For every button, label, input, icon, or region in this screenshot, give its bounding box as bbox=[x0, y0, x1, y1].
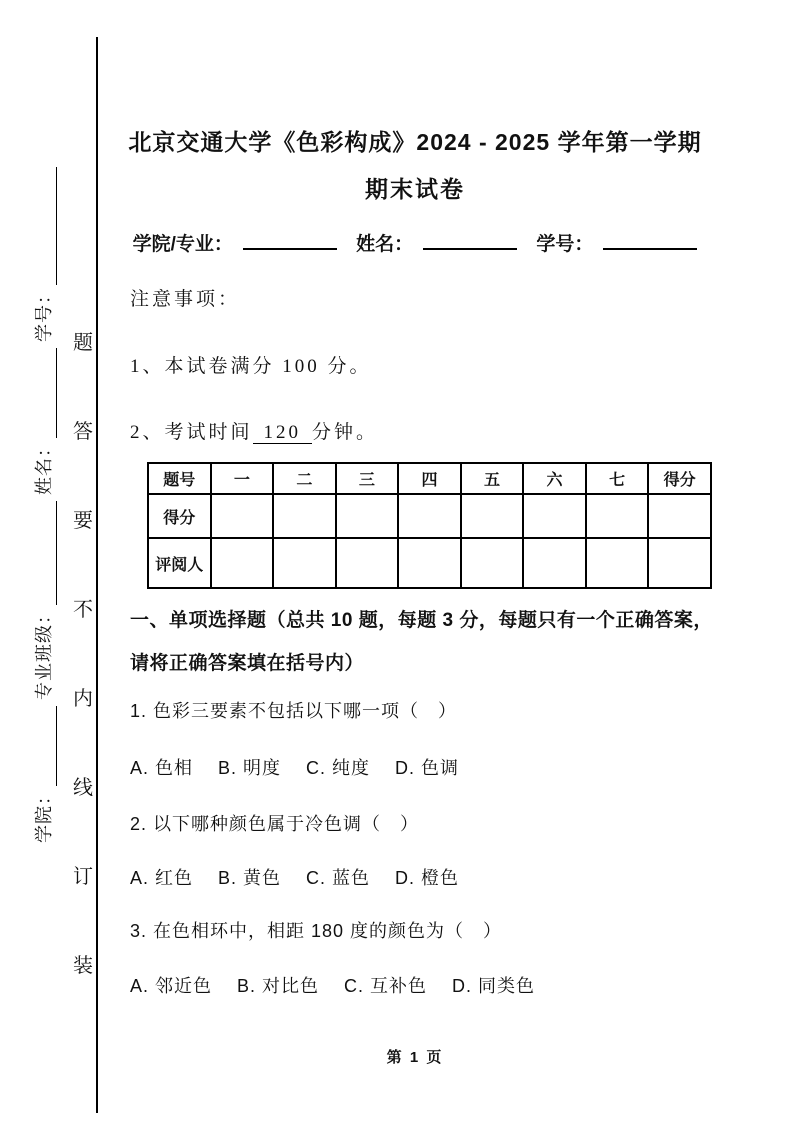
margin-field-studentid-blank bbox=[37, 167, 57, 285]
binding-char: 装 bbox=[73, 955, 93, 977]
score-table-header-row bbox=[148, 463, 711, 494]
notice-item-2-suffix: 分钟。 bbox=[312, 422, 379, 443]
notice-item-2 bbox=[130, 417, 378, 444]
score-table-header-cell: 三 bbox=[336, 463, 399, 494]
info-studentid-label: 学号： bbox=[536, 234, 594, 255]
score-table-score-row bbox=[148, 494, 711, 538]
binding-char: 不 bbox=[73, 599, 93, 621]
score-table-header-cell: 题号 bbox=[148, 463, 211, 494]
grader-cell-empty bbox=[211, 538, 274, 588]
question-1-options: A. 色相 B. 明度 C. 纯度 D. 色调 bbox=[130, 758, 460, 778]
score-table-header-cell: 二 bbox=[273, 463, 336, 494]
margin-field-name-blank bbox=[37, 348, 57, 438]
grader-cell-empty bbox=[398, 538, 461, 588]
grader-cell-empty bbox=[461, 538, 524, 588]
question-3-options: A. 邻近色 B. 对比色 C. 互补色 D. 同类色 bbox=[130, 976, 536, 996]
margin-field-class-label: 专业班级： bbox=[34, 605, 54, 700]
score-cell-empty bbox=[648, 494, 711, 538]
info-studentid-blank bbox=[603, 231, 697, 250]
binding-seal-text bbox=[70, 326, 96, 978]
margin-student-info bbox=[31, 90, 57, 920]
question-1: 1. 色彩三要素不包括以下哪一项（ ） bbox=[130, 701, 458, 721]
score-table-header-cell: 七 bbox=[586, 463, 649, 494]
score-table-header-cell: 六 bbox=[523, 463, 586, 494]
score-table-grader-row bbox=[148, 538, 711, 588]
exam-duration-value: 120 bbox=[253, 422, 313, 444]
margin-field-name-label: 姓名： bbox=[34, 438, 54, 495]
margin-field-college-blank bbox=[37, 706, 57, 786]
score-table-header-cell: 四 bbox=[398, 463, 461, 494]
notices-heading: 注意事项： bbox=[130, 289, 241, 310]
info-college-major-blank bbox=[243, 231, 337, 250]
score-cell-empty bbox=[523, 494, 586, 538]
grader-cell-empty bbox=[523, 538, 586, 588]
question-2: 2. 以下哪种颜色属于冷色调（ ） bbox=[130, 814, 420, 834]
score-cell-empty bbox=[273, 494, 336, 538]
question-3: 3. 在色相环中，相距 180 度的颜色为（ ） bbox=[130, 921, 503, 941]
binding-char: 订 bbox=[73, 866, 93, 888]
margin-field-college-label: 学院： bbox=[34, 786, 54, 843]
notice-item-1: 1、本试卷满分 100 分。 bbox=[130, 356, 372, 377]
margin-field-studentid-label: 学号： bbox=[34, 285, 54, 342]
binding-char: 答 bbox=[73, 421, 93, 443]
grader-row-label: 评阅人 bbox=[148, 538, 211, 588]
score-table-header-cell: 得分 bbox=[648, 463, 711, 494]
exam-title-line2: 期末试卷 bbox=[365, 176, 465, 202]
score-row-label: 得分 bbox=[148, 494, 211, 538]
notice-item-2-prefix: 2、考试时间 bbox=[130, 422, 253, 443]
page-number: 第 1 页 bbox=[386, 1049, 444, 1066]
score-cell-empty bbox=[586, 494, 649, 538]
binding-char: 内 bbox=[73, 688, 93, 710]
score-table-header-cell: 一 bbox=[211, 463, 274, 494]
grader-cell-empty bbox=[586, 538, 649, 588]
exam-title-line1: 北京交通大学《色彩构成》2024 - 2025 学年第一学期 bbox=[128, 129, 702, 155]
binding-line bbox=[96, 37, 98, 1113]
margin-field-class-blank bbox=[37, 501, 57, 605]
info-college-major-label: 学院/专业： bbox=[132, 234, 233, 255]
binding-char: 题 bbox=[73, 332, 93, 354]
grader-cell-empty bbox=[648, 538, 711, 588]
info-name-label: 姓名： bbox=[356, 234, 414, 255]
score-cell-empty bbox=[398, 494, 461, 538]
score-cell-empty bbox=[336, 494, 399, 538]
binding-char: 要 bbox=[73, 510, 93, 532]
score-cell-empty bbox=[461, 494, 524, 538]
score-table bbox=[147, 462, 712, 589]
score-cell-empty bbox=[211, 494, 274, 538]
grader-cell-empty bbox=[273, 538, 336, 588]
question-2-options: A. 红色 B. 黄色 C. 蓝色 D. 橙色 bbox=[130, 868, 460, 888]
score-table-header-cell: 五 bbox=[461, 463, 524, 494]
binding-char: 线 bbox=[73, 777, 93, 799]
student-info-line bbox=[110, 229, 720, 256]
grader-cell-empty bbox=[336, 538, 399, 588]
info-name-blank bbox=[423, 231, 517, 250]
section1-heading: 一、单项选择题（总共 10 题，每题 3 分，每题只有一个正确答案，请将正确答案填在括号内） bbox=[130, 610, 713, 674]
